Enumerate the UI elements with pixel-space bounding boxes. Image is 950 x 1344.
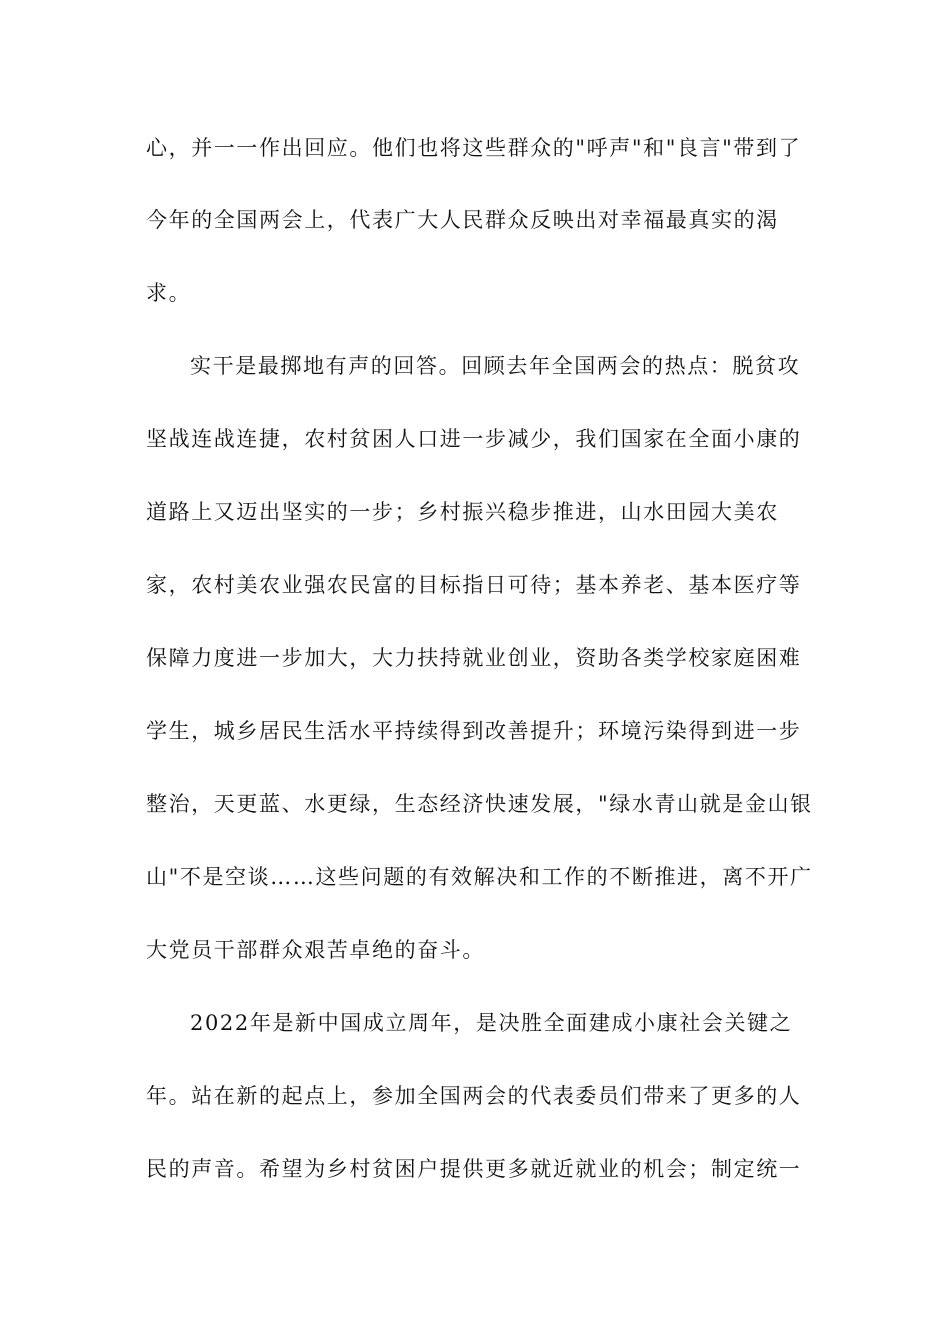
text-line-9: 学生，城乡居民生活水平持续得到改善提升；环境污染得到进一步: [146, 719, 802, 743]
text-line-2: 今年的全国两会上，代表广大人民群众反映出对幸福最真实的渴: [146, 208, 779, 232]
text-line-7: 家，农村美农业强农民富的目标指日可待；基本养老、基本医疗等: [146, 573, 802, 597]
text-line-5: 坚战连战连捷，农村贫困人口进一步减少，我们国家在全面小康的: [146, 427, 802, 451]
paragraph-3-first-line: 2022年是新中国成立周年，是决胜全面建成小康社会关键之: [190, 1011, 793, 1035]
text-line-8: 保障力度进一步加大，大力扶持就业创业，资助各类学校家庭困难: [146, 646, 802, 670]
text-line-11: 山"不是空谈……这些问题的有效解决和工作的不断推进，离不开广: [146, 865, 813, 889]
text-line-3: 求。: [146, 281, 192, 305]
text-line-6: 道路上又迈出坚实的一步；乡村振兴稳步推进，山水田园大美农: [146, 500, 779, 524]
text-line-10: 整治，天更蓝、水更绿，生态经济快速发展，"绿水青山就是金山银: [146, 792, 813, 816]
text-line-1: 心，并一一作出回应。他们也将这些群众的"呼声"和"良言"带到了: [146, 136, 802, 160]
text-line-14: 年。站在新的起点上，参加全国两会的代表委员们带来了更多的人: [146, 1084, 802, 1108]
text-line-12: 大党员干部群众艰苦卓绝的奋斗。: [146, 938, 485, 962]
paragraph-2-first-line: 实干是最掷地有声的回答。回顾去年全国两会的热点：脱贫攻: [190, 354, 801, 378]
text-line-15: 民的声音。希望为乡村贫困户提供更多就近就业的机会；制定统一: [146, 1157, 802, 1181]
